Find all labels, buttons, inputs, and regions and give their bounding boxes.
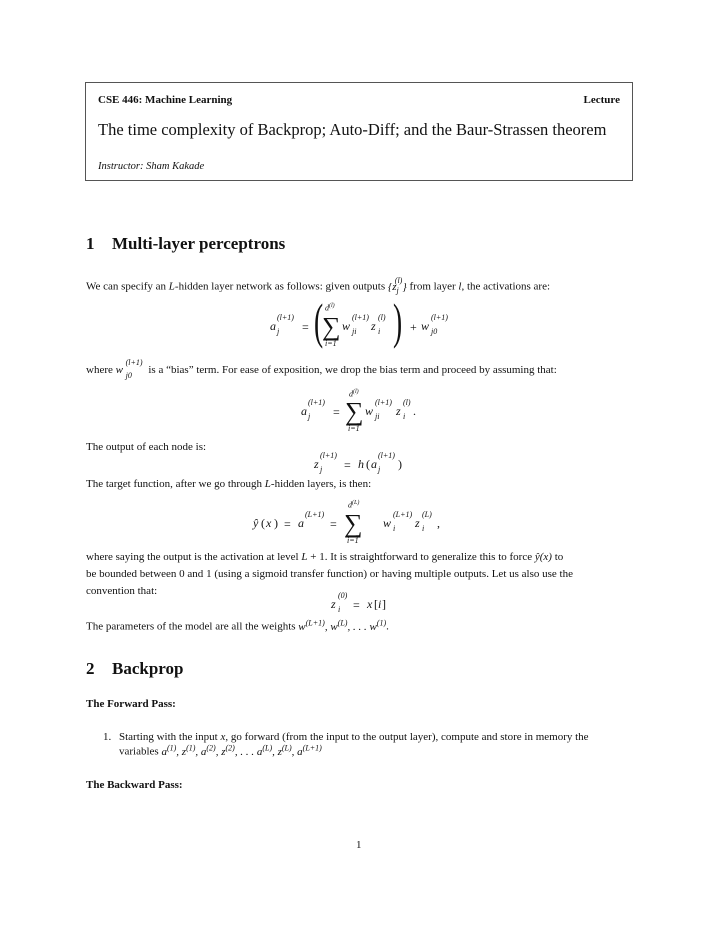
forward-item-line2: variables $a^{(1)}$, $z^{(1)}$, $a^{(2)}$, $z^{(2)}$, . . . $a^{(L)}$, $z^{(L)}$, $a^{(L+1)}$ — [119, 743, 322, 758]
bias-paragraph: where w (l+1) j0 is a “bias” term. For ease of exposition, we drop the bias term and proceed by assuming that: — [86, 358, 557, 380]
document-title: The time complexity of Backprop; Auto-Diff; and the Baur-Strassen theorem — [98, 120, 607, 139]
section-2-heading — [86, 659, 184, 679]
parameters-text: The parameters of the model are all the weights $w^{(L+1)}$, $w^{(L)}$, . . . $w^{(1)}$. — [86, 618, 389, 633]
lecture-header-box — [85, 82, 633, 181]
forward-pass-heading: The Forward Pass: — [86, 698, 176, 710]
intro-paragraph: We can specify an L-hidden layer network as follows: given outputs $\{z_j^{(l)}\}$ from layer l, the activations are: — [86, 276, 551, 295]
forward-item-line1: Starting with the input x, go forward (from the input to the output layer), compute and store in memory the — [119, 731, 589, 743]
lecture-label: Lecture — [583, 94, 620, 106]
section-2-title: Backprop — [112, 659, 184, 678]
output-node-text: The output of each node is: — [86, 441, 207, 453]
saying-paragraph-line1: where saying the output is the activation at level L + 1. It is straightforward to generalize this to force ŷ(x) to — [86, 551, 564, 563]
instructor-name: Instructor: Sham Kakade — [98, 161, 205, 172]
target-function-text: The target function, after we go through L-hidden layers, is then: — [86, 478, 372, 490]
saying-paragraph-line2: be bounded between 0 and 1 (using a sigmoid transfer function) or having multiple outputs. Let us also use the — [86, 568, 573, 580]
list-item-number: 1. — [103, 731, 112, 743]
section-1-title: Multi-layer perceptrons — [112, 234, 286, 253]
section-1-number: 1 — [86, 234, 95, 253]
section-2-number: 2 — [86, 659, 95, 678]
course-name: CSE 446: Machine Learning — [98, 94, 233, 106]
saying-paragraph-line3: convention that: — [86, 585, 158, 597]
page-number: 1 — [356, 839, 362, 851]
document-page: CSE 446: Machine Learning Lecture The time complexity of Backprop; Auto-Diff; and the Baur-Strassen theorem Instructor: Sham Kakade 1 Multi-layer perceptrons We can specify an L-hidden layer network as follows: given outputs $\{z_j^{(l)}\}$ from layer l, the activations are: a (l+1) j = ( $d^{(l)}$ ∑ i=1 w (l+1) ji z (l) i ) + w (l+1) j0 where w (l+1) j0 is a “bias” term. For ease of exposition, we drop the bias term and proceed by assuming that: a (l+1) j = $d^{(l)}$ ∑ i=1 w (l+1) ji z (l) i . The output of each node is: z (l+1) j = h ( a (l+1) j ) The target function, after we go through L-hidden layers, is then: ŷ ( x ) = a (L+1) = $d^{(L)}$ ∑ i=1 w (L+1) i z (L) i , where saying the output is the activation at level L + 1. It is straightforward to generalize this to force ŷ(x) to be bounded between 0 and 1 (using a sigmoid transfer function) or having multiple outputs. Let us also use the convention that: z (0) i = x [ i ] The parameters of the model are all the weights $w^{(L+1)}$, $w^{(L)}$, . . . $w^{(1)}$. 2 Backprop The Forward Pass: 1. Starting with the input x, go forward (from the input to the output layer), compute and store in memory the variables $a^{(1)}$, $z^{(1)}$, $a^{(2)}$, $z^{(2)}$, . . . $a^{(L)}$, $z^{(L)}$, $a^{(L+1)}$ The Backward Pass: 1 — [0, 0, 720, 932]
backward-pass-heading: The Backward Pass: — [86, 779, 183, 791]
section-1-heading — [86, 234, 285, 254]
